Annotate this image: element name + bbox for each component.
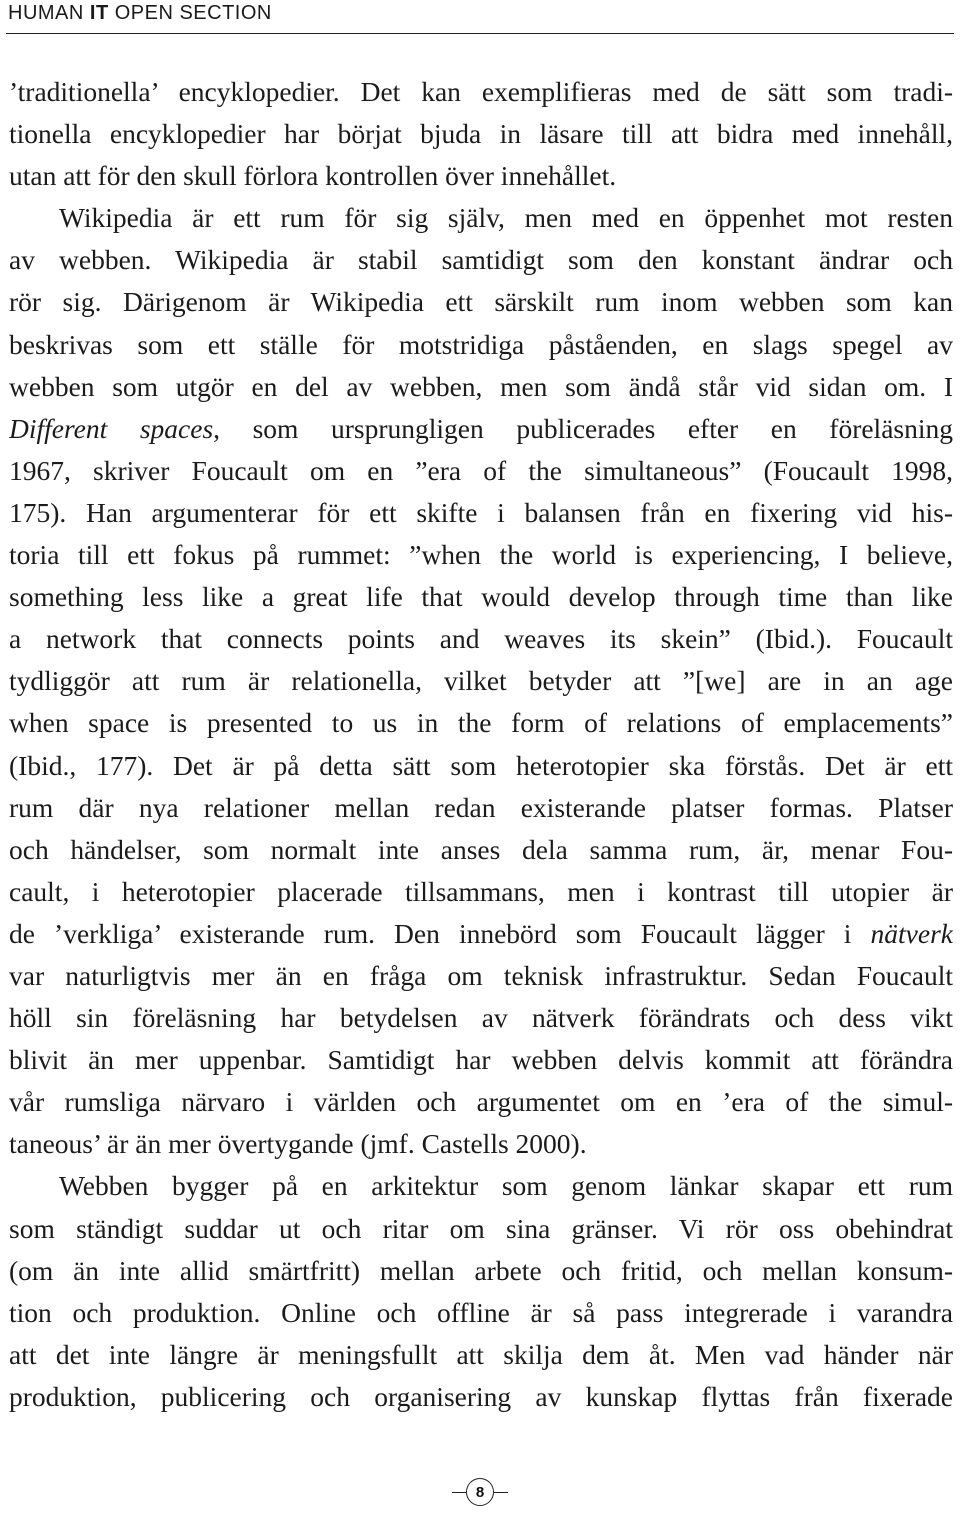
running-header [8, 2, 272, 25]
text-line: Webben bygger på en arkitektur som genom länkar skapar ett rum [59, 1170, 953, 1202]
text-line-italic-word [9, 913, 953, 955]
text-line: produktion, publicering och organisering av kunskap flyttas från fixerade [9, 1380, 953, 1412]
header-open-section: OPEN SECTION [108, 2, 272, 24]
text-line: rör sig. Därigenom är Wikipedia ett särskilt rum inom webben som kan [9, 286, 953, 318]
text-line: som ständigt suddar ut och ritar om sina gränser. Vi rör oss obehindrat [9, 1212, 953, 1244]
text-line: beskrivas som ett ställe för motstridiga påståenden, en slags spegel av [9, 328, 953, 360]
different-spaces-title: Different spaces [9, 412, 214, 444]
text-line: toria till ett fokus på rummet: ”when the world is experiencing, I believe, [9, 539, 953, 571]
header-it: IT [89, 2, 109, 24]
header-human: HUMAN [8, 2, 90, 24]
text-line: tion och produktion. Online och offline är så pass integrerade i varandra [9, 1296, 953, 1328]
text-line: (Ibid., 177). Det är på detta sätt som heterotopier ska förstås. Det är ett [9, 749, 953, 781]
text-line: var naturligtvis mer än en fråga om teknisk infrastruktur. Sedan Foucault [9, 959, 953, 991]
page-number [0, 1478, 960, 1506]
text-line: webben som utgör en del av webben, men som ändå står vid sidan om. I [9, 370, 953, 402]
text-line: cault, i heterotopier placerade tillsammans, men i kontrast till utopier är [9, 875, 953, 907]
text-line: vår rumsliga närvaro i världen och argumentet om en ’era of the simul- [9, 1086, 953, 1118]
text-line: att det inte längre är meningsfullt att skilja dem åt. Men vad händer när [9, 1338, 953, 1370]
natverk-italic: nätverk [870, 917, 953, 949]
text-line: something less like a great life that would develop through time than like [9, 581, 953, 613]
text-line: 1967, skriver Foucault om en ”era of the simultaneous” (Foucault 1998, [9, 454, 953, 486]
text-line: höll sin föreläsning har betydelsen av nätverk förändrats och dess vikt [9, 1002, 953, 1034]
text-line: tionella encyklopedier har börjat bjuda in läsare till att bidra med innehåll, [9, 118, 953, 150]
text-line: och händelser, som normalt inte anses dela samma rum, är, menar Fou- [9, 833, 953, 865]
page-number-left-dash [452, 1492, 466, 1493]
text-line: when space is presented to us in the form of relations of emplacements” [9, 707, 953, 739]
text-line: tydliggör att rum är relationella, vilket betyder att ”[we] are in an age [9, 665, 953, 697]
header-rule [6, 33, 954, 34]
text-line: av webben. Wikipedia är stabil samtidigt som den konstant ändrar och [9, 244, 953, 276]
text-line: blivit än mer uppenbar. Samtidigt har webben delvis kommit att förändra [9, 1044, 953, 1076]
text-line-rest: , som ursprungligen publicerades efter en föreläsning [213, 412, 953, 444]
text-line: taneous’ är än mer övertygande (jmf. Castells 2000). [9, 1128, 587, 1160]
text-line: ’traditionella’ encyklopedier. Det kan exemplifieras med de sätt som tradi- [9, 76, 953, 107]
page-number-circle: 8 [466, 1478, 494, 1506]
text-line-italic-title [9, 408, 953, 450]
text-line: Wikipedia är ett rum för sig själv, men med en öppenhet mot resten [59, 202, 953, 234]
text-line: (om än inte allid smärtfritt) mellan arbete och fritid, och mellan konsum- [9, 1254, 953, 1286]
text-line: utan att för den skull förlora kontrollen över innehållet. [9, 160, 617, 192]
text-line: 175). Han argumenterar för ett skifte i balansen från en fixering vid his- [9, 496, 953, 528]
text-line-start: de ’verkliga’ existerande rum. Den innebörd som Foucault lägger i [9, 917, 871, 949]
text-line: a network that connects points and weaves its skein” (Ibid.). Foucault [9, 623, 953, 655]
page-number-right-dash [494, 1492, 508, 1493]
text-line: rum där nya relationer mellan redan existerande platser formas. Platser [9, 791, 953, 823]
body-text [9, 71, 953, 1418]
